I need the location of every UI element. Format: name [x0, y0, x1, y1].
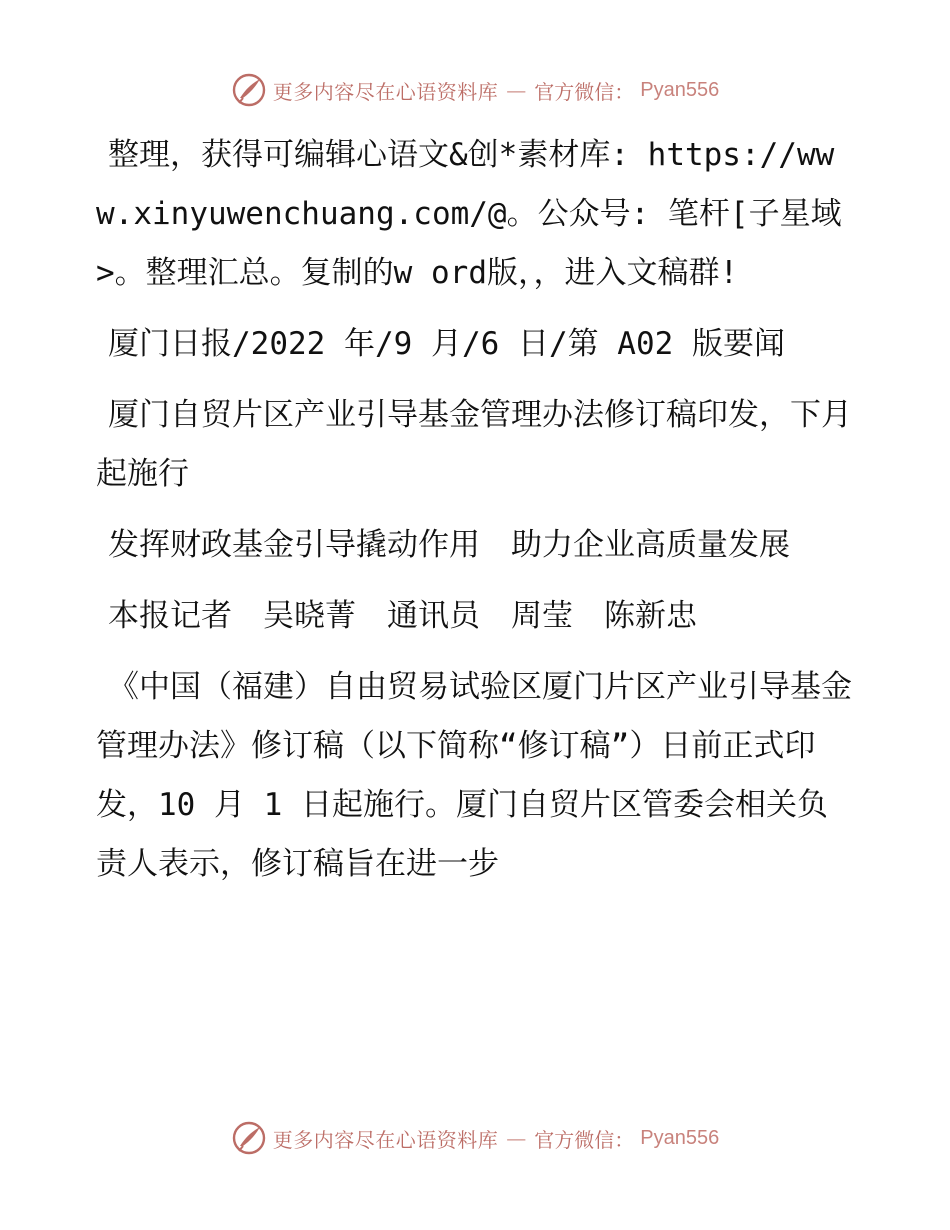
footer-watermark [0, 1118, 950, 1158]
watermark-brand: 更多内容尽在心语资料库 [272, 79, 499, 104]
watermark-brand: 更多内容尽在心语资料库 [272, 1127, 499, 1152]
publication-line: 厦门日报/2022 年/9 月/6 日/第 A02 版要闻 [108, 326, 785, 362]
quill-logo-icon [231, 1120, 267, 1156]
watermark-wechat-id: Pyan556 [640, 1126, 720, 1149]
article-headline: 厦门自贸片区产业引导基金管理办法修订稿印发，下月起施行 [96, 397, 852, 492]
watermark-dash: — [506, 78, 527, 102]
watermark-wechat-id: Pyan556 [640, 78, 720, 101]
watermark-dash: — [506, 1126, 527, 1150]
watermark-label: 官方微信： [534, 1127, 635, 1152]
article-subheadline: 发挥财政基金引导撬动作用 助力企业高质量发展 [108, 527, 790, 563]
watermark-label: 官方微信： [534, 79, 635, 104]
article-lead-paragraph: 《中国（福建）自由贸易试验区厦门片区产业引导基金管理办法》修订稿（以下简称“修订稿”）日前正式印发，10 月 1 日起施行。厦门自贸片区管委会相关负责人表示，修订稿旨在进一步 [96, 669, 852, 882]
header-watermark [0, 70, 950, 110]
article-body [96, 126, 856, 906]
quill-logo-icon [231, 72, 267, 108]
byline: 本报记者 吴晓菁 通讯员 周莹 陈新忠 [108, 598, 697, 634]
intro-paragraph: 整理，获得可编辑心语文&创*素材库: https://www.xinyuwenchuang.com/@。公众号: 笔杆[子星域>。整理汇总。复制的w ord版，，进入文稿群! [96, 137, 842, 291]
